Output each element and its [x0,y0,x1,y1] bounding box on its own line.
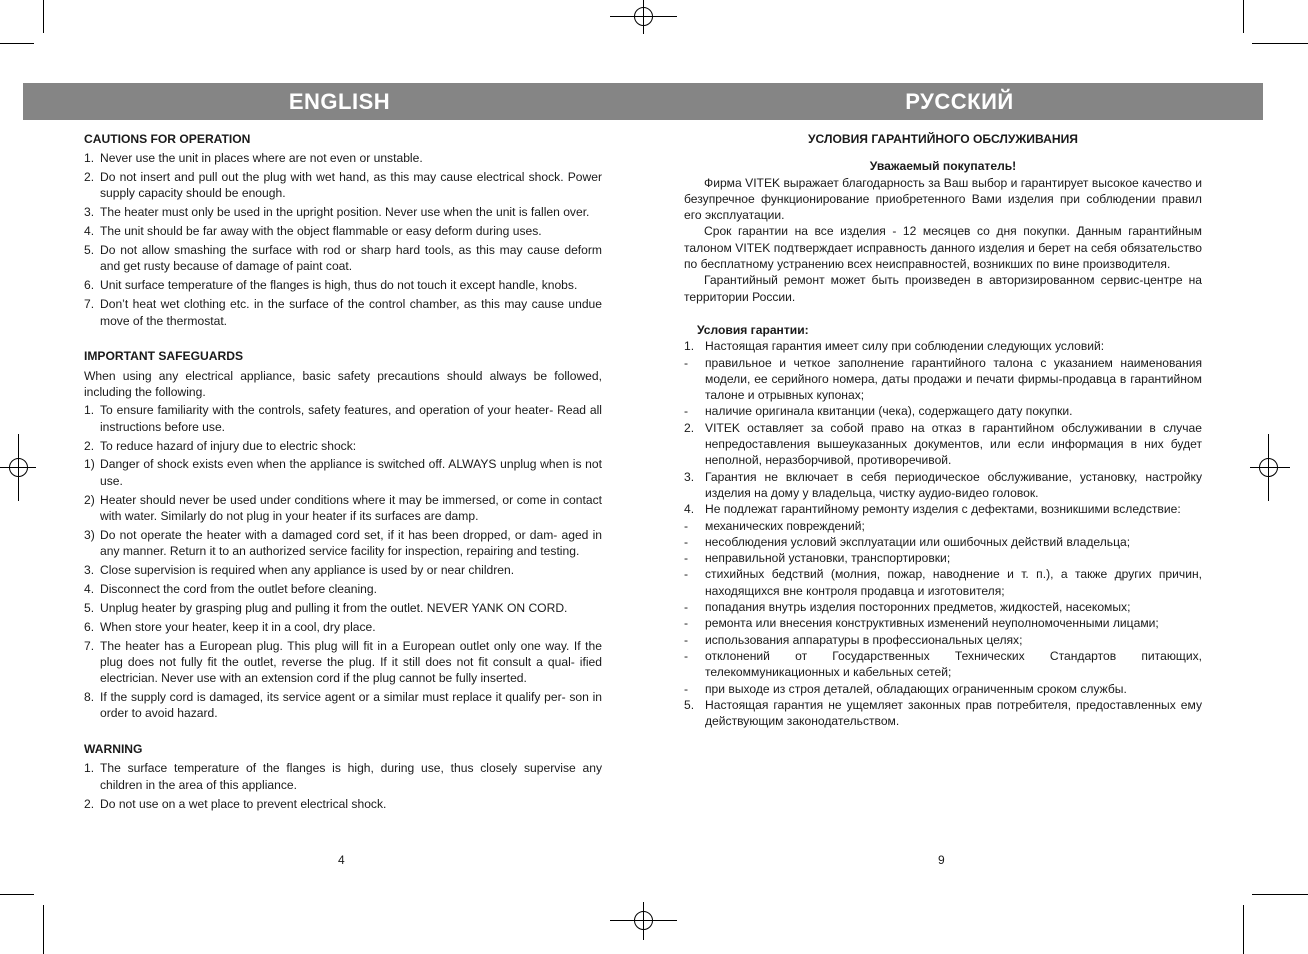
russian-header-band [656,83,1263,120]
cautions-list [84,150,602,329]
list-item-text: The unit should be far away with the object flammable or easy deform during uses. [100,224,542,239]
list-item-marker: - [684,681,689,696]
list-item-marker: 7. [84,638,95,653]
list-item-text: The heater must only be used in the upright position. Never use when the unit is fallen over. [100,205,590,220]
intro-paragraph-2: Срок гарантии на все изделия - 12 месяцев со дня покупки. Данным гарантийным талоном VITEK подтверждает исправность данного изделия и берет на себя обязательство по бесплатному устранению всех неисправностей, возникших по вине производителя. [684,224,1202,272]
list-item-text: наличие оригинала квитанции (чека), содержащего дату покупки. [705,404,1073,419]
list-item [684,501,1202,517]
list-item [84,150,602,166]
list-item-text: Do not operate the heater with a damaged cord set, if it has been dropped, or dam- aged in any manner. Return it to an authorized service facility for inspection, repairing and testing. [100,527,602,559]
list-item-text: правильное и четкое заполнение гарантийного талона с указанием наименования модели, ее серийного номера, даты продажи и печати фирмы-продавца в гарантийном талоне и отрывных купонах; [705,355,1202,403]
list-item-text: Close supervision is required when any appliance is used by or near children. [100,562,515,577]
list-item-text: The surface temperature of the flanges is high, during use, thus closely supervise any children in the area of this appliance. [100,761,602,792]
list-item-marker: 3. [84,205,95,220]
list-item-marker: 1) [84,457,95,472]
list-item [84,223,602,239]
list-item-text: Do not insert and pull out the plug with wet hand, as this may cause electrical shock. Power supply capacity should be enough. [100,170,602,201]
list-item-text: несоблюдения условий эксплуатации или ошибочных действий владельца; [705,534,1131,549]
list-item-marker: 6. [84,278,95,293]
list-item-text: Гарантия не включает в себя периодическое обслуживание, установку, настройку изделия на дому у владельца, чистку аудио-видео головок. [705,469,1202,500]
russian-title: РУССКИЙ [905,88,1014,114]
list-item-marker: 3. [84,562,95,577]
list-item [84,438,602,454]
list-item [684,697,1202,730]
intro-paragraph-3: Гарантийный ремонт может быть произведен в авторизированном сервис-центре на территории России. [684,273,1202,304]
list-item [84,296,602,329]
list-item-marker: 1. [84,761,95,776]
list-item [684,615,1202,631]
russian-column [684,131,1202,729]
list-item-text: при выходе из строя деталей, обладающих ограниченным сроком службы. [705,681,1127,696]
list-item-marker: - [684,551,689,566]
conditions-heading: Условия гарантии: [697,322,809,337]
list-item [84,689,602,722]
list-item [684,550,1202,566]
list-item-text: неправильной установки, транспортировки; [705,551,951,566]
list-item [84,277,602,293]
list-item-text: Do not allow smashing the surface with rod or sharp hard tools, as this may cause deform and get rusty because of damage of paint coat. [100,243,602,274]
list-item [84,638,602,687]
english-title: ENGLISH [288,88,391,114]
list-item-text: ремонта или внесения конструктивных изменений неуполномоченными лицами; [705,616,1159,631]
list-item [84,456,602,489]
list-item-text: механических повреждений; [705,518,865,533]
list-item [84,492,602,525]
list-item [684,518,1202,534]
list-item-text: Не подлежат гарантийному ремонту изделия с дефектами, возникшими вследствие: [705,502,1181,517]
list-item-text: попадания внутрь изделия посторонних предметов, жидкостей, насекомых; [705,600,1131,615]
list-item [684,566,1202,599]
list-item-text: When store your heater, keep it in a cool, dry place. [100,619,376,634]
list-item-marker: - [684,600,689,615]
conditions-list [684,338,1202,729]
safeguards-list [84,402,602,721]
safeguards-heading: IMPORTANT SAFEGUARDS [84,349,244,364]
list-item [684,681,1202,697]
list-item-marker: 3. [684,469,695,484]
list-item [684,420,1202,469]
list-item-text: To ensure familiarity with the controls, safety features, and operation of your heater- Read all instructions before use. [100,403,602,434]
list-item-marker: 2. [84,438,95,453]
list-item-marker: 8. [84,690,95,704]
list-item [684,355,1202,404]
list-item [684,403,1202,419]
list-item-text: Never use the unit in places where are not even or unstable. [100,151,423,166]
list-item [84,600,602,616]
list-item [684,469,1202,502]
list-item [84,204,602,220]
list-item-marker: - [684,404,689,419]
list-item-marker: - [684,632,689,647]
list-item-marker: 5. [84,243,95,258]
list-item-text: If the supply cord is damaged, its service agent or a similar must replace it qualify per- son in order to avoid hazard. [100,690,602,721]
list-item [684,599,1202,615]
list-item-text: Don’t heat wet clothing etc. in the surface of the control chamber, as this may cause undue move of the thermostat. [100,297,602,328]
list-item-text: Danger of shock exists even when the appliance is switched off. ALWAYS unplug when is not use. [100,457,602,488]
english-column [84,131,602,815]
list-item-marker: - [684,355,689,370]
list-item-text: Do not use on a wet place to prevent electrical shock. [100,796,387,811]
list-item-text: Настоящая гарантия имеет силу при соблюдении следующих условий: [705,339,1105,354]
safeguards-intro: When using any electrical appliance, basic safety precautions should always be followed, including the following. [84,368,602,400]
list-item-marker: 3) [84,527,95,542]
list-item-marker: 4. [684,502,695,517]
list-item [684,534,1202,550]
list-item-text: VITEK оставляет за собой право на отказ в гарантийном обслуживании в случае непредоставления вышеуказанных документов, или если информация в них будет неполной, неразборчивой, противоречивой. [705,420,1202,468]
list-item-marker: - [684,518,689,533]
page-number-left: 4 [338,853,345,867]
list-item-text: The heater has a European plug. This plug will fit in a European outlet only one way. If the plug does not fully fit the outlet, reverse the plug. If it still does not fit consult a qual- ified electrician. Never use with an extension cord if the plug cannot be fully inserted. [100,638,602,686]
list-item-text: Unplug heater by grasping plug and pulling it from the outlet. NEVER YANK ON CORD. [100,600,568,615]
list-item [84,527,602,560]
list-item-text: отклонений от Государственных Технических Стандартов питающих, телекоммуникационных и кабельных сетей; [705,648,1202,680]
list-item [684,648,1202,681]
list-item-marker: 7. [84,297,95,312]
list-item-marker: 2. [84,170,95,185]
warning-list [84,760,602,811]
list-item [84,562,602,578]
list-item [84,619,602,635]
warning-heading: WARNING [84,742,143,757]
list-item-marker: - [684,567,689,582]
list-item-text: To reduce hazard of injury due to electric shock: [100,438,357,453]
list-item [684,338,1202,354]
list-item-marker: - [684,648,689,663]
list-item [84,402,602,435]
list-item-marker: 2. [684,420,695,435]
list-item-text: использования аппаратуры в профессиональных целях; [705,632,1023,647]
list-item [84,169,602,202]
list-item-marker: 1. [684,339,695,354]
list-item-marker: 4. [84,581,95,596]
list-item-marker: 1. [84,403,95,418]
list-item [84,581,602,597]
page-number-right: 9 [938,853,945,867]
cautions-heading: CAUTIONS FOR OPERATION [84,132,251,146]
list-item-marker: - [684,534,689,549]
list-item-text: Heater should never be used under conditions where it may be immersed, or come in contact with water. Similarly do not plug in your heater if its surfaces are damp. [100,492,602,523]
english-header-band [23,83,656,120]
list-item-marker: 4. [84,224,95,239]
list-item [684,632,1202,648]
list-item-text: стихийных бедствий (молния, пожар, наводнение и т. п.), а также других причин, находящихся вне контроля продавца и изготовителя; [705,567,1202,598]
greeting: Уважаемый покупатель! [869,159,1017,174]
list-item-marker: 1. [84,151,95,166]
intro-paragraph-1: Фирма VITEK выражает благодарность за Ваш выбор и гарантирует высокое качество и безупречное функционирование приобретенного Вами изделия при соблюдении правил его эксплуатации. [684,175,1202,223]
list-item-text: Unit surface temperature of the flanges is high, thus do not touch it except handle, knobs. [100,278,578,293]
list-item-marker: 6. [84,619,95,634]
list-item-marker: 5. [684,697,695,712]
list-item [84,760,602,793]
list-item [84,242,602,275]
list-item-text: Disconnect the cord from the outlet before cleaning. [100,581,377,596]
list-item-marker: - [684,616,689,631]
list-item-marker: 5. [84,600,95,615]
list-item [84,796,602,812]
list-item-text: Настоящая гарантия не ущемляет законных прав потребителя, предоставленных ему действующим законодательством. [705,697,1202,729]
warranty-heading: УСЛОВИЯ ГАРАНТИЙНОГО ОБСЛУЖИВАНИЯ [808,132,1078,146]
list-item-marker: 2. [84,796,95,811]
list-item-marker: 2) [84,492,95,507]
